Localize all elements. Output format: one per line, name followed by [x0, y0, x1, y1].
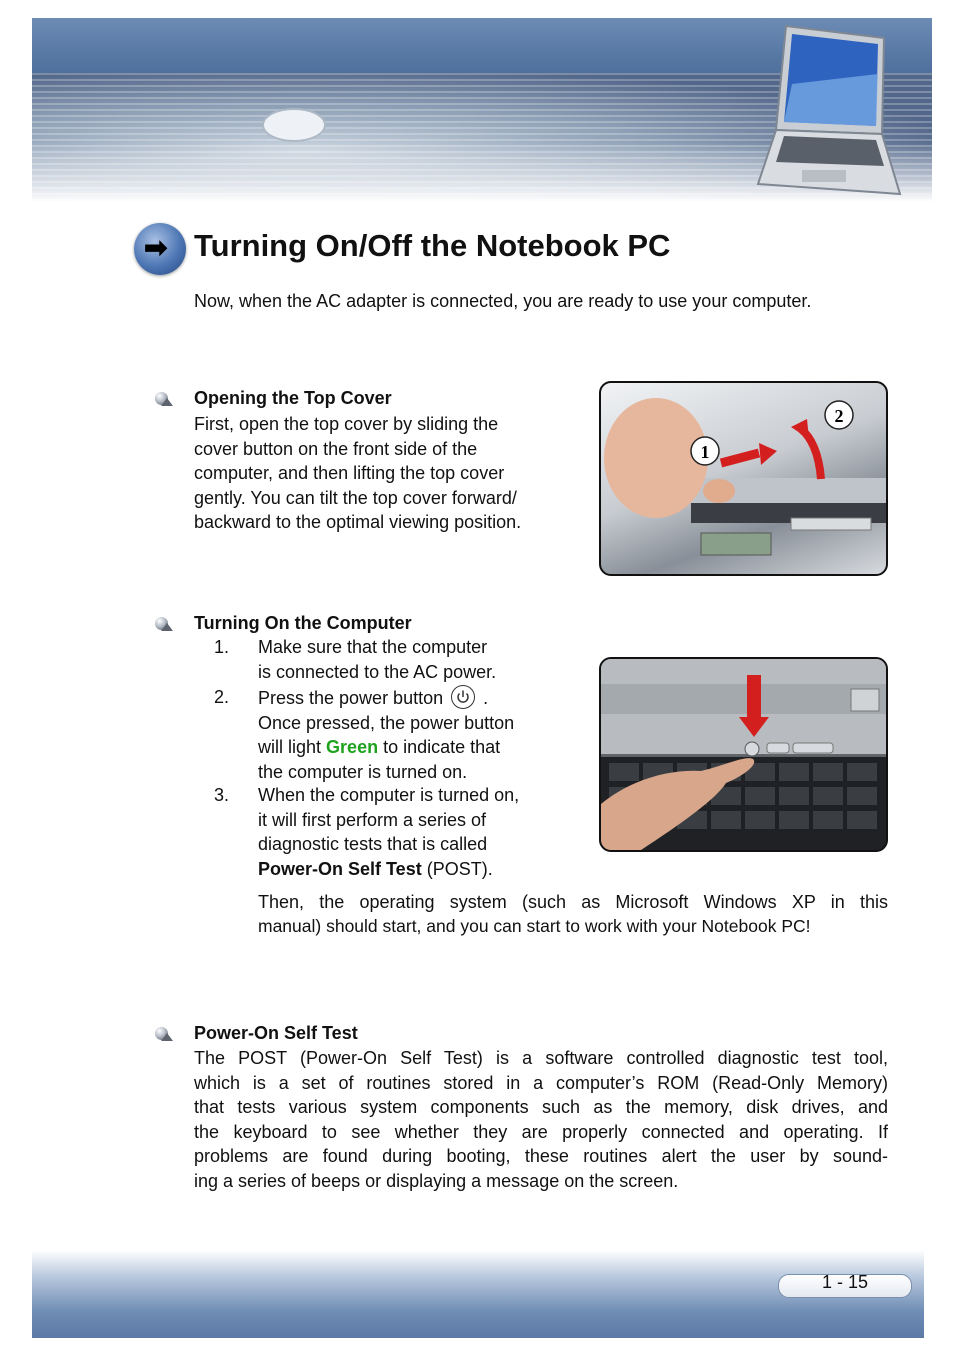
text-line: computer, and then lifting the top cover — [194, 463, 505, 484]
page-title: Turning On/Off the Notebook PC — [194, 228, 671, 263]
callout-1: 1 — [700, 442, 710, 462]
bullet-icon — [155, 391, 173, 405]
then-line-2: manual) should start, and you can start to work with your Notebook PC! — [258, 916, 811, 936]
list-number: 1. — [214, 637, 230, 657]
section-heading-cover: Opening the Top Cover — [194, 388, 392, 408]
photo-opening-cover-art — [601, 383, 886, 574]
text-line: . — [483, 688, 489, 708]
list-number: 2. — [214, 687, 230, 707]
text-line: First, open the top cover by sliding the — [194, 414, 499, 434]
list-number: 3. — [214, 785, 230, 805]
section-text-cover — [194, 412, 521, 535]
list-item — [258, 783, 519, 881]
text-line: Make sure that the computer — [258, 637, 488, 657]
text-line: that tests various system components such as the memory, disk drives, and — [194, 1097, 888, 1118]
then-line-1: Then, the operating system (such as Microsoft Windows XP in this — [258, 892, 888, 912]
section-heading-post: Power-On Self Test — [194, 1023, 358, 1043]
arrow-right-icon: ➡ — [134, 223, 186, 275]
list-item — [258, 635, 496, 684]
text-line: Press the power button — [258, 688, 444, 708]
header-banner — [32, 18, 932, 202]
text-line: problems are found during booting, these routines alert the user by sound- — [194, 1146, 888, 1167]
laptop-illustration — [752, 24, 902, 202]
section-heading-power-on: Turning On the Computer — [194, 613, 412, 633]
page-number: 1 - 15 — [822, 1272, 869, 1292]
text-line: gently. You can tilt the top cover forward/ — [194, 487, 517, 508]
photo-opening-cover — [599, 381, 888, 576]
text-line: will light — [258, 737, 322, 758]
section-text-post — [194, 1046, 888, 1194]
list-item — [258, 685, 514, 784]
photo-power-button-art — [601, 659, 886, 850]
text-line: the computer is turned on. — [258, 761, 468, 782]
text-line: the keyboard to see whether they are properly connected and operating. If — [194, 1121, 888, 1142]
text-line: diagnostic tests that is called — [258, 834, 488, 855]
callout-2: 2 — [834, 406, 844, 426]
text-line: it will first perform a series of — [258, 809, 487, 830]
bold-term: Power-On Self Test — [258, 858, 422, 879]
text-line: to indicate that — [383, 737, 501, 758]
text-line: ing a series of beeps or displaying a message on the screen. — [194, 1170, 679, 1191]
photo-power-button — [599, 657, 888, 852]
text-line: When the computer is turned on, — [258, 785, 520, 805]
bullet-icon — [155, 1026, 173, 1040]
power-icon — [451, 685, 475, 709]
text-line: (POST). — [426, 858, 493, 879]
text-line: The POST (Power-On Self Test) is a software controlled diagnostic test tool, — [194, 1048, 888, 1068]
green-highlight: Green — [326, 737, 379, 758]
text-line: cover button on the front side of the — [194, 438, 478, 459]
text-line: is connected to the AC power. — [258, 661, 497, 682]
bullet-icon — [155, 616, 173, 630]
text-line: which is a set of routines stored in a computer’s ROM (Read-Only Memory) — [194, 1072, 888, 1093]
banner-coffee-cup — [262, 108, 326, 142]
text-line: Once pressed, the power button — [258, 712, 515, 733]
intro-text: Now, when the AC adapter is connected, you are ready to use your computer. — [194, 291, 812, 311]
text-line: backward to the optimal viewing position. — [194, 512, 522, 533]
